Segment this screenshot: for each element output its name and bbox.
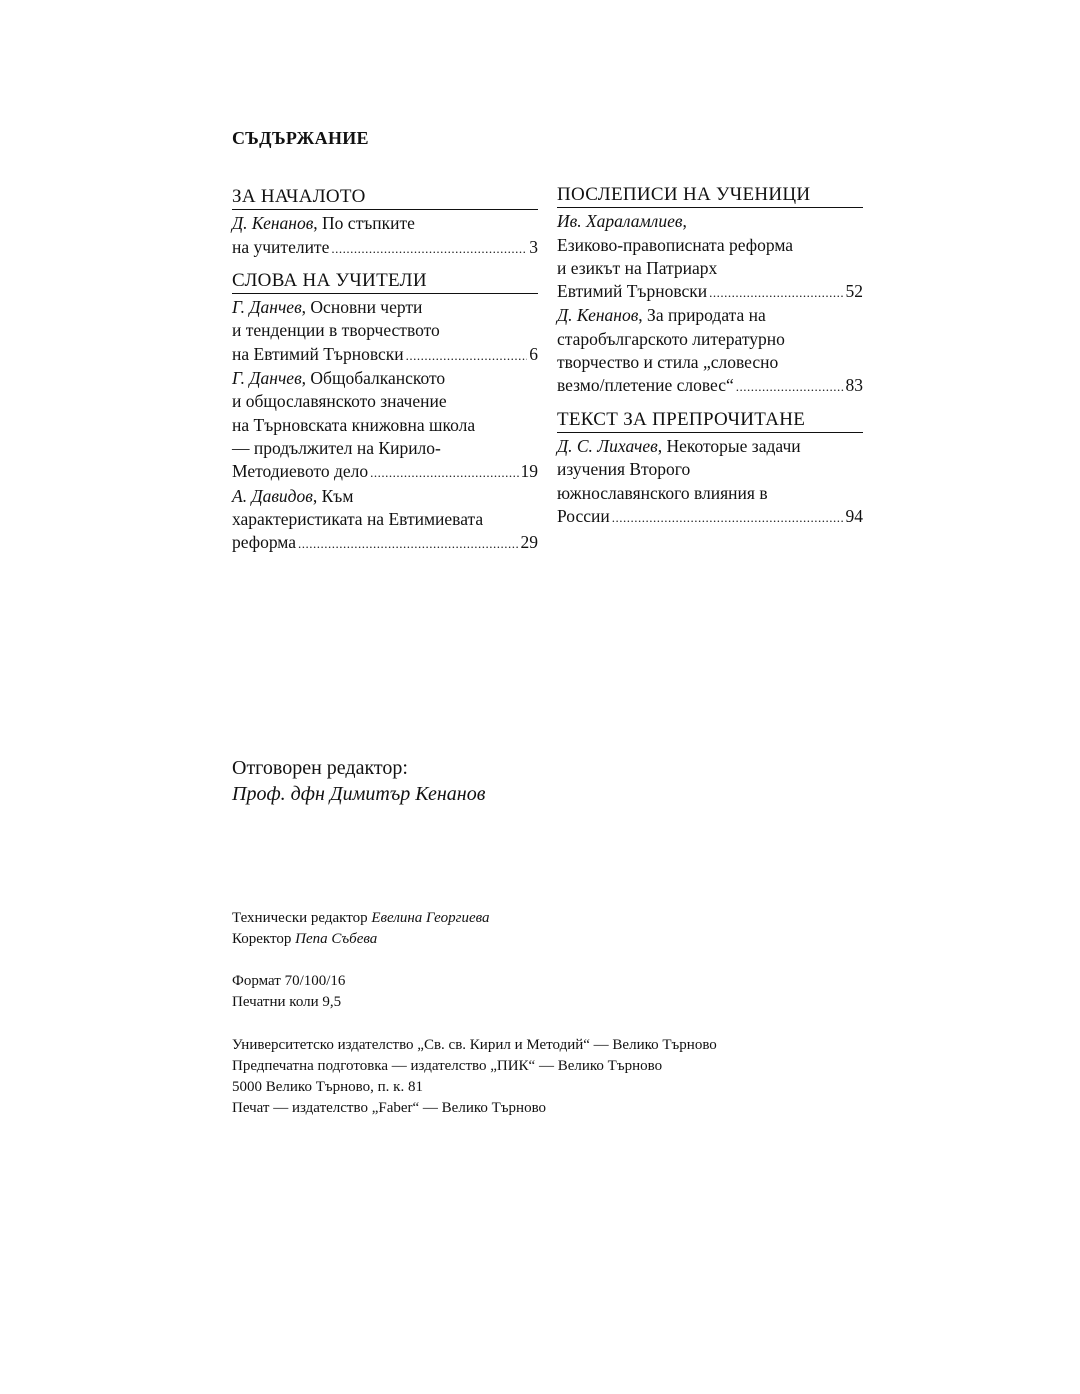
contents-title: СЪДЪРЖАНИЕ [232, 128, 369, 148]
entry-title-line: и езикът на Патриарх [557, 257, 718, 278]
editor-name: Проф. дфн Димитър Кенанов [232, 783, 486, 805]
entry-title-line: — продължител на Кирило- [232, 437, 441, 458]
address-line: 5000 Велико Търново, п. к. 81 [232, 1079, 423, 1095]
entry-title-line: По стъпките [322, 213, 415, 234]
entry-title-line: изучения Второго [557, 459, 691, 480]
entry-title-line: южнославянского влияния в [557, 482, 768, 503]
toc-entry[interactable]: Г. Данчев, Общобалканското и общославянското значение на Търновската книжовна школа — продължител на Кирило- Методиевото дело ..... 19 [232, 367, 538, 484]
toc-left-column [232, 185, 538, 555]
toc-entry[interactable]: Г. Данчев, Основни черти и тенденции в творчеството на Евтимий Търновски ..... 6 [232, 296, 538, 367]
entry-page-number: 3 [529, 236, 538, 257]
dot-leader [736, 375, 844, 398]
entry-author: А. Давидов [232, 485, 313, 506]
prepress-line: Предпечатна подготовка — издателство „ПИК“ — Велико Търново [232, 1058, 663, 1074]
toc-entry[interactable]: Д. Кенанов, По стъпките на учителите ..... 3 [232, 212, 538, 260]
toc-entry[interactable]: Д. С. Лихачев, Некоторые задачи изучения Второго южнославянского влияния в России ..... 94 [557, 435, 863, 529]
section-heading: ПОСЛЕПИСИ НА УЧЕНИЦИ [557, 183, 863, 208]
corrector-label: Коректор [232, 931, 292, 947]
tech-editor-name: Евелина Георгиева [371, 910, 490, 926]
entry-title-line: Евтимий Търновски [557, 281, 708, 302]
format-line: Формат 70/100/16 [232, 973, 346, 989]
toc-right-column [557, 183, 863, 529]
dot-leader [612, 506, 844, 529]
entry-author: Д. Кенанов [232, 213, 314, 234]
entry-author: Д. Кенанов [557, 305, 639, 326]
imprint-credits [232, 908, 490, 950]
entry-page-number: 29 [520, 532, 538, 553]
imprint-format [232, 971, 345, 1013]
sheets-line: Печатни коли 9,5 [232, 994, 342, 1010]
section-heading: СЛОВА НА УЧИТЕЛИ [232, 269, 538, 294]
section-heading: ЗА НАЧАЛОТО [232, 185, 538, 210]
entry-title-line: реформа [232, 532, 297, 553]
dot-leader [370, 461, 518, 484]
entry-title-line: и тенденции в творчеството [232, 320, 440, 341]
entry-title-line: везмо/плетение словес“ [557, 375, 734, 396]
dot-leader [406, 344, 528, 367]
entry-title-line: на Евтимий Търновски [232, 343, 404, 364]
tech-editor-line [232, 908, 490, 929]
responsible-editor [232, 755, 485, 807]
print-line: Печат — издателство „Faber“ — Велико Търново [232, 1100, 547, 1116]
editor-label: Отговорен редактор: [232, 757, 408, 779]
entry-title-line: на Търновската книжовна школа [232, 414, 476, 435]
corrector-name: Пепа Събева [295, 931, 378, 947]
entry-title-line: на учителите [232, 236, 330, 257]
toc-entry[interactable]: Д. Кенанов, За природата на старобългарското литературно творчество и стила „словесно везмо/плетение словес“ ..... 83 [557, 304, 863, 398]
entry-author: Г. Данчев [232, 368, 302, 389]
publisher-line: Университетско издателство „Св. св. Кирил и Методий“ — Велико Търново [232, 1037, 717, 1053]
entry-title-line: За природата на [647, 305, 766, 326]
entry-title-line: и общославянското значение [232, 391, 447, 412]
entry-title-line: Към [321, 485, 354, 506]
entry-author: Г. Данчев [232, 297, 302, 318]
entry-title-line: Некоторые задачи [666, 435, 801, 456]
entry-title-line: характеристиката на Евтимиевата [232, 508, 484, 529]
entry-page-number: 94 [845, 505, 863, 526]
toc-entry[interactable]: А. Давидов, Към характеристиката на Евтимиевата реформа ..... 29 [232, 485, 538, 556]
dot-leader [709, 281, 843, 304]
entry-title-line: Методиевото дело [232, 461, 369, 482]
corrector-line [232, 929, 490, 950]
entry-title-line: творчество и стила „словесно [557, 352, 779, 373]
entry-page-number: 52 [845, 281, 863, 302]
dot-leader [298, 532, 518, 555]
dot-leader [331, 237, 527, 260]
entry-title-line: Езиково-правописната реформа [557, 234, 794, 255]
section-heading: ТЕКСТ ЗА ПРЕПРОЧИТАНЕ [557, 408, 863, 433]
tech-editor-label: Технически редактор [232, 910, 368, 926]
entry-page-number: 19 [520, 461, 538, 482]
entry-author: Д. С. Лихачев [557, 435, 658, 456]
entry-title-line: Общобалканското [310, 368, 446, 389]
entry-title-line: старобългарското литературно [557, 328, 785, 349]
entry-page-number: 6 [529, 343, 538, 364]
entry-author: Ив. Хараламлиев [557, 211, 683, 232]
entry-page-number: 83 [845, 375, 863, 396]
entry-title-line: Основни черти [310, 297, 423, 318]
toc-entry[interactable]: Ив. Хараламлиев, Езиково-правописната реформа и езикът на Патриарх Евтимий Търновски ..... 52 [557, 210, 863, 304]
imprint-publisher [232, 1035, 717, 1119]
entry-title-line: России [557, 505, 610, 526]
